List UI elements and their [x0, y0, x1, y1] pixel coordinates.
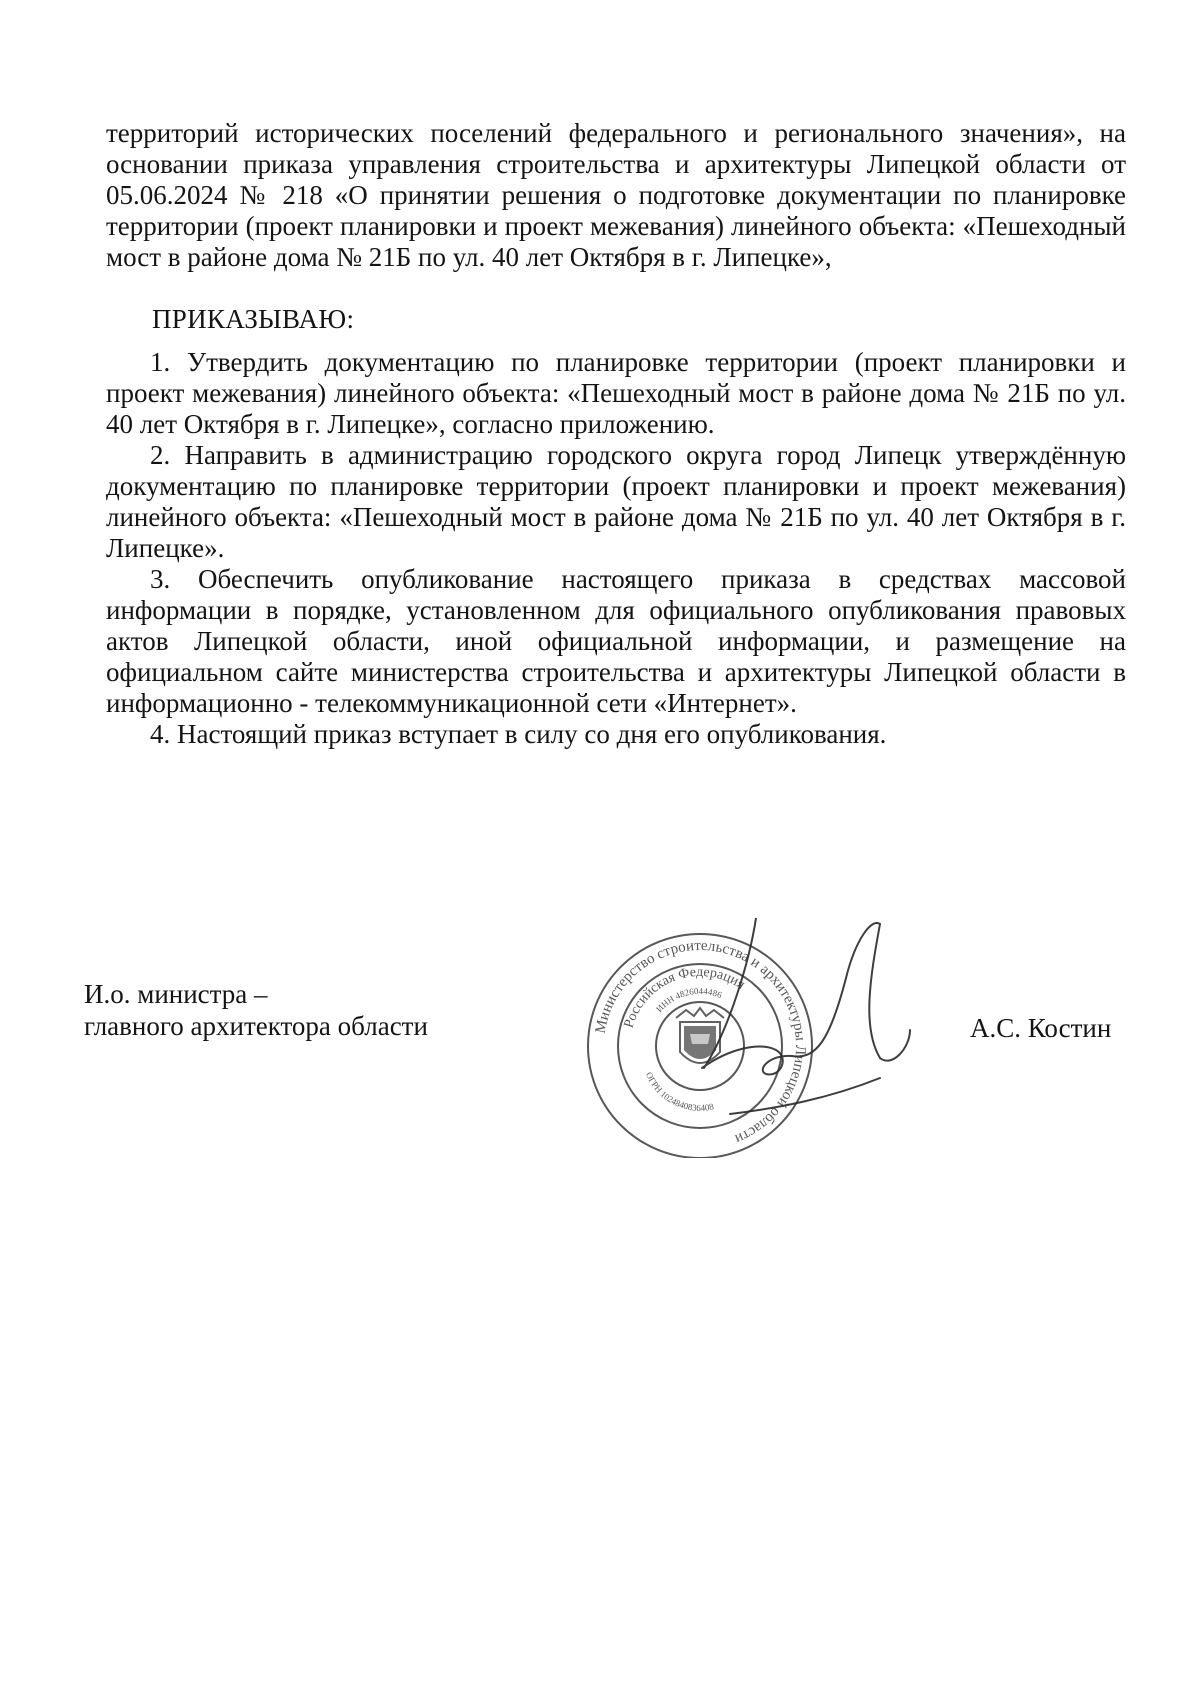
- seal-inn-text: ИНН 4826044486: [654, 985, 724, 1015]
- paragraph-spacer: [106, 335, 1126, 347]
- signatory-position-line-1: И.о. министра –: [84, 979, 268, 1009]
- order-heading: ПРИКАЗЫВАЮ:: [152, 304, 355, 334]
- seal-icon: [580, 918, 940, 1158]
- seal-inner-text: Российская Федерация: [621, 964, 748, 1030]
- intro-paragraph: территорий исторических поселений федерального и регионального значения», на основании приказа управления строительства и архитектуры Липецкой области от 05.06.2024 № 218 «О принятии решения о подготовке документации по планировке территории (проект планировки и проект межевания) линейного объекта: «Пешеходный мост в районе дома № 21Б по ул. 40 лет Октября в г. Липецке»,: [106, 118, 1126, 272]
- order-item-2: 2. Направить в администрацию городского округа город Липецк утверждённую документацию по планировке территории (проект планировки и проект межевания) линейного объекта: «Пешеходный мост в районе дома № 21Б по ул. 40 лет Октября в г. Липецке».: [106, 440, 1126, 563]
- seal-outer-text: Министерство строительства и архитектуры Липецкой области: [592, 937, 809, 1147]
- order-item-1: 1. Утвердить документацию по планировке территории (проект планировки и проект межевания) линейного объекта: «Пешеходный мост в районе дома № 21Б по ул. 40 лет Октября в г. Липецке», согласно приложению.: [106, 347, 1126, 439]
- signatory-position-line-2: главного архитектора области: [84, 1011, 428, 1041]
- signatory-position: [84, 978, 428, 1042]
- official-seal-and-signature: [580, 918, 940, 1158]
- coat-of-arms-icon: [676, 1008, 724, 1063]
- signatory-name: А.С. Костин: [970, 1013, 1112, 1043]
- paragraph-spacer: [106, 273, 1126, 304]
- order-item-4: 4. Настоящий приказ вступает в силу со дня его опубликования.: [150, 719, 887, 749]
- seal-ogrn-text: ОГРН 1024840836408: [643, 1070, 715, 1113]
- order-item-3: 3. Обеспечить опубликование настоящего приказа в средствах массовой информации в порядке, установленном для официального опубликования правовых актов Липецкой области, иной официальной информации, и размещение на официальном сайте министерства строительства и архитектуры Липецкой области в информационно - телекоммуникационной сети «Интернет».: [106, 564, 1126, 718]
- document-body: [106, 118, 1126, 750]
